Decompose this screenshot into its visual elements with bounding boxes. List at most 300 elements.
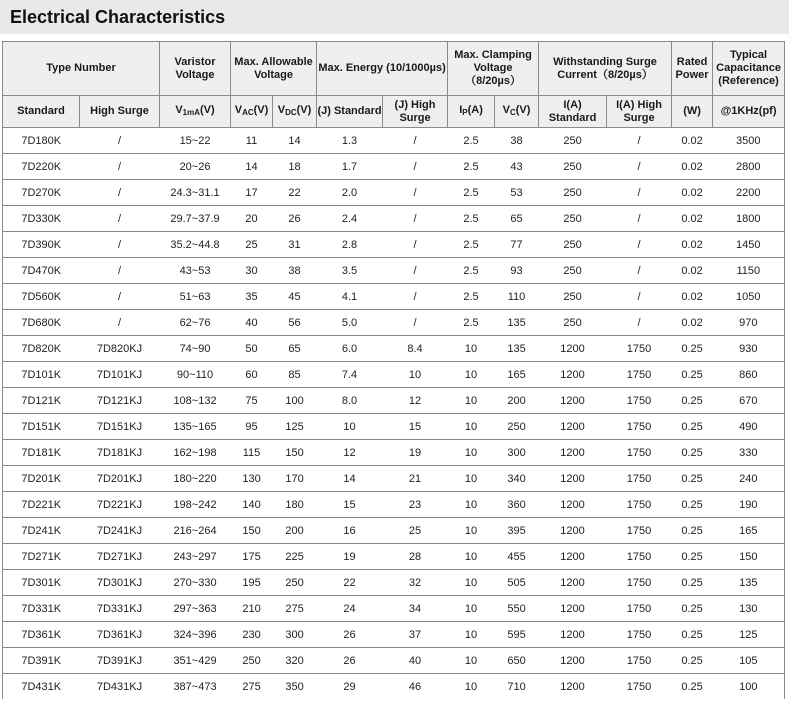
cell-ip: 10 [448, 544, 495, 570]
table-row [3, 154, 785, 180]
header-varistor-voltage: Varistor Voltage [160, 42, 231, 96]
cell-high-surge: 7D331KJ [80, 596, 160, 622]
cell-rated-power: 0.25 [672, 596, 713, 622]
cell-energy-standard: 7.4 [317, 362, 383, 388]
cell-vc: 135 [495, 336, 539, 362]
cell-energy-standard: 10 [317, 414, 383, 440]
electrical-characteristics-table [2, 41, 785, 699]
cell-energy-standard: 26 [317, 648, 383, 674]
cell-vc: 200 [495, 388, 539, 414]
cell-vc: 505 [495, 570, 539, 596]
header-rated-power: Rated Power [672, 42, 713, 96]
cell-standard: 7D470K [3, 258, 80, 284]
cell-ip: 10 [448, 336, 495, 362]
cell-vac: 30 [231, 258, 273, 284]
subheader-surge-high-surge: I(A) High Surge [607, 96, 672, 128]
cell-surge-high-surge: / [607, 128, 672, 154]
cell-vc: 93 [495, 258, 539, 284]
cell-capacitance: 130 [713, 596, 785, 622]
cell-vac: 210 [231, 596, 273, 622]
cell-energy-standard: 6.0 [317, 336, 383, 362]
cell-energy-standard: 8.0 [317, 388, 383, 414]
cell-energy-high-surge: 21 [383, 466, 448, 492]
cell-capacitance: 1150 [713, 258, 785, 284]
cell-ip: 10 [448, 622, 495, 648]
cell-ip: 10 [448, 596, 495, 622]
cell-standard: 7D221K [3, 492, 80, 518]
cell-vc: 710 [495, 674, 539, 700]
cell-capacitance: 125 [713, 622, 785, 648]
cell-capacitance: 240 [713, 466, 785, 492]
cell-vc: 165 [495, 362, 539, 388]
cell-ip: 2.5 [448, 232, 495, 258]
cell-standard: 7D181K [3, 440, 80, 466]
table-row [3, 596, 785, 622]
cell-surge-high-surge: 1750 [607, 596, 672, 622]
cell-high-surge: / [80, 180, 160, 206]
cell-energy-standard: 19 [317, 544, 383, 570]
cell-vac: 140 [231, 492, 273, 518]
cell-standard: 7D180K [3, 128, 80, 154]
cell-energy-high-surge: 19 [383, 440, 448, 466]
cell-vdc: 180 [273, 492, 317, 518]
subheader-standard: Standard [3, 96, 80, 128]
cell-vc: 300 [495, 440, 539, 466]
cell-surge-standard: 250 [539, 284, 607, 310]
cell-energy-high-surge: / [383, 180, 448, 206]
cell-standard: 7D680K [3, 310, 80, 336]
cell-high-surge: 7D391KJ [80, 648, 160, 674]
cell-surge-high-surge: 1750 [607, 466, 672, 492]
cell-vdc: 18 [273, 154, 317, 180]
subheader-vc: $V_C(V)$ [495, 96, 539, 128]
cell-vac: 250 [231, 648, 273, 674]
cell-ip: 10 [448, 648, 495, 674]
cell-vdc: 150 [273, 440, 317, 466]
subheader-high-surge: High Surge [80, 96, 160, 128]
cell-ip: 10 [448, 570, 495, 596]
subheader-v1ma: $V_{1mA}(V)$ [160, 96, 231, 128]
cell-vdc: 200 [273, 518, 317, 544]
cell-capacitance: 100 [713, 674, 785, 700]
cell-vdc: 26 [273, 206, 317, 232]
cell-vc: 250 [495, 414, 539, 440]
cell-ip: 2.5 [448, 180, 495, 206]
cell-capacitance: 2800 [713, 154, 785, 180]
cell-capacitance: 330 [713, 440, 785, 466]
cell-vc: 77 [495, 232, 539, 258]
cell-rated-power: 0.02 [672, 154, 713, 180]
cell-surge-high-surge: 1750 [607, 570, 672, 596]
cell-varistor-voltage: 24.3~31.1 [160, 180, 231, 206]
cell-surge-standard: 1200 [539, 570, 607, 596]
cell-high-surge: 7D121KJ [80, 388, 160, 414]
cell-surge-standard: 1200 [539, 492, 607, 518]
cell-surge-high-surge: 1750 [607, 336, 672, 362]
cell-vac: 60 [231, 362, 273, 388]
cell-surge-standard: 1200 [539, 544, 607, 570]
cell-surge-high-surge: / [607, 180, 672, 206]
cell-vc: 360 [495, 492, 539, 518]
cell-vc: 43 [495, 154, 539, 180]
cell-surge-standard: 1200 [539, 596, 607, 622]
cell-energy-high-surge: 37 [383, 622, 448, 648]
cell-standard: 7D220K [3, 154, 80, 180]
cell-energy-high-surge: 23 [383, 492, 448, 518]
header-typical-capacitance: Typical Capacitance (Reference) [713, 42, 785, 96]
cell-standard: 7D330K [3, 206, 80, 232]
cell-standard: 7D431K [3, 674, 80, 700]
cell-energy-high-surge: / [383, 310, 448, 336]
cell-energy-high-surge: / [383, 206, 448, 232]
cell-ip: 10 [448, 466, 495, 492]
cell-capacitance: 670 [713, 388, 785, 414]
cell-varistor-voltage: 35.2~44.8 [160, 232, 231, 258]
cell-vac: 175 [231, 544, 273, 570]
cell-standard: 7D121K [3, 388, 80, 414]
cell-rated-power: 0.02 [672, 180, 713, 206]
cell-varistor-voltage: 297~363 [160, 596, 231, 622]
cell-energy-standard: 29 [317, 674, 383, 700]
cell-high-surge: / [80, 154, 160, 180]
cell-rated-power: 0.02 [672, 206, 713, 232]
cell-high-surge: / [80, 232, 160, 258]
cell-vac: 17 [231, 180, 273, 206]
cell-rated-power: 0.25 [672, 570, 713, 596]
table-row [3, 648, 785, 674]
cell-energy-standard: 22 [317, 570, 383, 596]
cell-standard: 7D301K [3, 570, 80, 596]
cell-rated-power: 0.25 [672, 362, 713, 388]
cell-energy-standard: 4.1 [317, 284, 383, 310]
table-row [3, 336, 785, 362]
subheader-ip: $I_P(A)$ [448, 96, 495, 128]
cell-ip: 10 [448, 362, 495, 388]
cell-energy-high-surge: / [383, 154, 448, 180]
cell-high-surge: / [80, 258, 160, 284]
cell-high-surge: 7D301KJ [80, 570, 160, 596]
cell-vc: 595 [495, 622, 539, 648]
cell-surge-standard: 1200 [539, 388, 607, 414]
cell-surge-standard: 1200 [539, 674, 607, 700]
cell-standard: 7D101K [3, 362, 80, 388]
cell-capacitance: 2200 [713, 180, 785, 206]
cell-vdc: 45 [273, 284, 317, 310]
cell-vac: 20 [231, 206, 273, 232]
cell-high-surge: 7D201KJ [80, 466, 160, 492]
cell-vdc: 170 [273, 466, 317, 492]
cell-vac: 95 [231, 414, 273, 440]
cell-vac: 275 [231, 674, 273, 700]
table-body [3, 128, 785, 700]
cell-varistor-voltage: 351~429 [160, 648, 231, 674]
cell-energy-standard: 2.0 [317, 180, 383, 206]
cell-varistor-voltage: 74~90 [160, 336, 231, 362]
cell-standard: 7D560K [3, 284, 80, 310]
cell-energy-high-surge: / [383, 284, 448, 310]
cell-varistor-voltage: 135~165 [160, 414, 231, 440]
cell-high-surge: / [80, 128, 160, 154]
cell-high-surge: 7D361KJ [80, 622, 160, 648]
cell-varistor-voltage: 180~220 [160, 466, 231, 492]
subheader-surge-standard: I(A) Standard [539, 96, 607, 128]
cell-vc: 550 [495, 596, 539, 622]
cell-capacitance: 190 [713, 492, 785, 518]
cell-high-surge: 7D431KJ [80, 674, 160, 700]
cell-vac: 230 [231, 622, 273, 648]
table-row [3, 544, 785, 570]
cell-surge-high-surge: 1750 [607, 414, 672, 440]
table-row [3, 492, 785, 518]
cell-standard: 7D391K [3, 648, 80, 674]
cell-rated-power: 0.25 [672, 648, 713, 674]
cell-capacitance: 1450 [713, 232, 785, 258]
cell-vdc: 38 [273, 258, 317, 284]
cell-vc: 53 [495, 180, 539, 206]
subheader-energy-standard: (J) Standard [317, 96, 383, 128]
cell-ip: 2.5 [448, 154, 495, 180]
cell-high-surge: 7D181KJ [80, 440, 160, 466]
cell-surge-high-surge: 1750 [607, 518, 672, 544]
cell-energy-standard: 5.0 [317, 310, 383, 336]
cell-energy-standard: 2.8 [317, 232, 383, 258]
cell-surge-high-surge: / [607, 284, 672, 310]
cell-surge-standard: 250 [539, 154, 607, 180]
table-row [3, 622, 785, 648]
cell-vdc: 225 [273, 544, 317, 570]
cell-surge-high-surge: 1750 [607, 388, 672, 414]
cell-rated-power: 0.25 [672, 674, 713, 700]
header-type-number: Type Number [3, 42, 160, 96]
table-row [3, 440, 785, 466]
cell-surge-standard: 1200 [539, 466, 607, 492]
cell-high-surge: 7D241KJ [80, 518, 160, 544]
cell-vac: 150 [231, 518, 273, 544]
cell-standard: 7D331K [3, 596, 80, 622]
cell-energy-standard: 24 [317, 596, 383, 622]
cell-energy-high-surge: 46 [383, 674, 448, 700]
cell-energy-high-surge: 25 [383, 518, 448, 544]
header-max-allowable-voltage: Max. Allowable Voltage [231, 42, 317, 96]
cell-rated-power: 0.25 [672, 440, 713, 466]
cell-ip: 10 [448, 492, 495, 518]
cell-high-surge: / [80, 310, 160, 336]
table-row [3, 362, 785, 388]
cell-varistor-voltage: 387~473 [160, 674, 231, 700]
cell-high-surge: 7D221KJ [80, 492, 160, 518]
cell-capacitance: 930 [713, 336, 785, 362]
header-max-energy: Max. Energy (10/1000µs) [317, 42, 448, 96]
table-row [3, 232, 785, 258]
cell-vac: 11 [231, 128, 273, 154]
cell-vc: 650 [495, 648, 539, 674]
cell-varistor-voltage: 29.7~37.9 [160, 206, 231, 232]
cell-energy-high-surge: 8.4 [383, 336, 448, 362]
subheader-vdc: $V_{DC}(V)$ [273, 96, 317, 128]
cell-energy-high-surge: / [383, 232, 448, 258]
cell-energy-high-surge: 12 [383, 388, 448, 414]
cell-energy-high-surge: 10 [383, 362, 448, 388]
cell-vdc: 31 [273, 232, 317, 258]
cell-vdc: 320 [273, 648, 317, 674]
cell-vc: 38 [495, 128, 539, 154]
cell-rated-power: 0.25 [672, 388, 713, 414]
cell-energy-standard: 26 [317, 622, 383, 648]
cell-varistor-voltage: 162~198 [160, 440, 231, 466]
table-row [3, 388, 785, 414]
header-withstanding-surge: Withstanding Surge Current（8/20µs） [539, 42, 672, 96]
cell-vac: 40 [231, 310, 273, 336]
table-row [3, 570, 785, 596]
cell-surge-high-surge: 1750 [607, 544, 672, 570]
cell-rated-power: 0.25 [672, 492, 713, 518]
table-row [3, 284, 785, 310]
cell-vac: 25 [231, 232, 273, 258]
cell-ip: 2.5 [448, 258, 495, 284]
cell-surge-standard: 1200 [539, 414, 607, 440]
cell-surge-standard: 250 [539, 310, 607, 336]
cell-rated-power: 0.02 [672, 232, 713, 258]
cell-varistor-voltage: 15~22 [160, 128, 231, 154]
cell-capacitance: 970 [713, 310, 785, 336]
cell-surge-standard: 1200 [539, 336, 607, 362]
cell-ip: 2.5 [448, 128, 495, 154]
cell-surge-standard: 250 [539, 206, 607, 232]
cell-ip: 2.5 [448, 284, 495, 310]
cell-energy-high-surge: 34 [383, 596, 448, 622]
cell-rated-power: 0.02 [672, 284, 713, 310]
cell-vdc: 300 [273, 622, 317, 648]
cell-surge-high-surge: 1750 [607, 674, 672, 700]
cell-standard: 7D390K [3, 232, 80, 258]
cell-ip: 10 [448, 674, 495, 700]
cell-energy-standard: 12 [317, 440, 383, 466]
cell-vac: 115 [231, 440, 273, 466]
cell-high-surge: 7D820KJ [80, 336, 160, 362]
cell-surge-high-surge: / [607, 232, 672, 258]
cell-varistor-voltage: 108~132 [160, 388, 231, 414]
cell-varistor-voltage: 51~63 [160, 284, 231, 310]
cell-rated-power: 0.25 [672, 414, 713, 440]
cell-capacitance: 165 [713, 518, 785, 544]
cell-surge-standard: 250 [539, 128, 607, 154]
cell-vdc: 22 [273, 180, 317, 206]
cell-surge-high-surge: 1750 [607, 622, 672, 648]
cell-high-surge: / [80, 206, 160, 232]
table-row [3, 466, 785, 492]
cell-energy-high-surge: 28 [383, 544, 448, 570]
cell-vac: 35 [231, 284, 273, 310]
cell-vc: 65 [495, 206, 539, 232]
subheader-vac: $V_{AC}(V)$ [231, 96, 273, 128]
cell-ip: 10 [448, 440, 495, 466]
cell-varistor-voltage: 62~76 [160, 310, 231, 336]
cell-energy-high-surge: 40 [383, 648, 448, 674]
cell-vdc: 65 [273, 336, 317, 362]
cell-energy-high-surge: / [383, 128, 448, 154]
cell-energy-standard: 1.7 [317, 154, 383, 180]
cell-capacitance: 490 [713, 414, 785, 440]
cell-surge-high-surge: 1750 [607, 362, 672, 388]
table-row [3, 128, 785, 154]
cell-energy-standard: 1.3 [317, 128, 383, 154]
cell-rated-power: 0.25 [672, 336, 713, 362]
cell-standard: 7D361K [3, 622, 80, 648]
cell-capacitance: 860 [713, 362, 785, 388]
cell-surge-high-surge: / [607, 258, 672, 284]
table-row [3, 310, 785, 336]
cell-energy-standard: 3.5 [317, 258, 383, 284]
cell-ip: 2.5 [448, 206, 495, 232]
cell-surge-high-surge: / [607, 206, 672, 232]
cell-standard: 7D820K [3, 336, 80, 362]
cell-varistor-voltage: 198~242 [160, 492, 231, 518]
cell-energy-standard: 16 [317, 518, 383, 544]
cell-surge-high-surge: 1750 [607, 492, 672, 518]
cell-vac: 14 [231, 154, 273, 180]
cell-varistor-voltage: 243~297 [160, 544, 231, 570]
cell-surge-standard: 1200 [539, 362, 607, 388]
cell-vac: 195 [231, 570, 273, 596]
cell-vc: 340 [495, 466, 539, 492]
table-row [3, 206, 785, 232]
subheader-energy-high-surge: (J) High Surge [383, 96, 448, 128]
table-row [3, 414, 785, 440]
cell-standard: 7D201K [3, 466, 80, 492]
cell-varistor-voltage: 324~396 [160, 622, 231, 648]
cell-capacitance: 3500 [713, 128, 785, 154]
cell-high-surge: / [80, 284, 160, 310]
cell-high-surge: 7D271KJ [80, 544, 160, 570]
cell-ip: 10 [448, 388, 495, 414]
cell-energy-high-surge: / [383, 258, 448, 284]
cell-capacitance: 135 [713, 570, 785, 596]
cell-energy-standard: 2.4 [317, 206, 383, 232]
cell-surge-standard: 1200 [539, 440, 607, 466]
cell-varistor-voltage: 90~110 [160, 362, 231, 388]
cell-vdc: 350 [273, 674, 317, 700]
table-row [3, 518, 785, 544]
cell-standard: 7D241K [3, 518, 80, 544]
cell-energy-high-surge: 15 [383, 414, 448, 440]
cell-surge-standard: 250 [539, 180, 607, 206]
table-row [3, 674, 785, 700]
cell-surge-standard: 1200 [539, 622, 607, 648]
cell-varistor-voltage: 20~26 [160, 154, 231, 180]
cell-energy-high-surge: 32 [383, 570, 448, 596]
cell-surge-standard: 250 [539, 232, 607, 258]
cell-energy-standard: 14 [317, 466, 383, 492]
cell-capacitance: 150 [713, 544, 785, 570]
cell-surge-high-surge: / [607, 154, 672, 180]
cell-vdc: 85 [273, 362, 317, 388]
cell-rated-power: 0.02 [672, 128, 713, 154]
cell-high-surge: 7D151KJ [80, 414, 160, 440]
cell-vc: 135 [495, 310, 539, 336]
cell-standard: 7D270K [3, 180, 80, 206]
subheader-power-unit: (W) [672, 96, 713, 128]
cell-vc: 395 [495, 518, 539, 544]
cell-standard: 7D151K [3, 414, 80, 440]
cell-surge-standard: 1200 [539, 648, 607, 674]
cell-vac: 130 [231, 466, 273, 492]
cell-vdc: 56 [273, 310, 317, 336]
cell-vac: 75 [231, 388, 273, 414]
cell-vdc: 14 [273, 128, 317, 154]
cell-rated-power: 0.25 [672, 518, 713, 544]
title-bar [0, 0, 789, 34]
cell-surge-high-surge: 1750 [607, 648, 672, 674]
